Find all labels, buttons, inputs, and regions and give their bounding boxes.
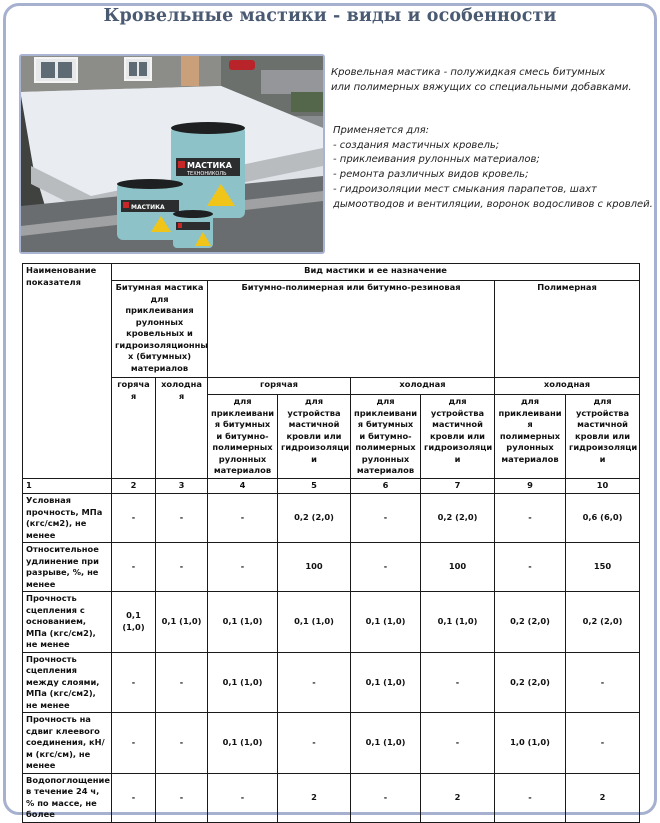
table-cell: - bbox=[421, 652, 495, 713]
table-cell: - bbox=[351, 494, 421, 543]
table-cell: - bbox=[112, 713, 156, 774]
description-line: или полимерных вяжущих со специальными добавками. bbox=[331, 81, 632, 93]
table-cell: - bbox=[112, 773, 156, 822]
table-cell: - bbox=[112, 652, 156, 713]
svg-text:МАСТИКА: МАСТИКА bbox=[131, 204, 165, 211]
table-cell: 1,0 (1,0) bbox=[495, 713, 566, 774]
table-cell: - bbox=[112, 494, 156, 543]
header-purpose-col9: для приклеивани я полимерных рулонных материалов bbox=[495, 395, 566, 479]
row-indicator: Относительное удлинение при разрыве, %, не менее bbox=[23, 543, 112, 592]
table-cell: 100 bbox=[421, 543, 495, 592]
column-number: 2 bbox=[112, 479, 156, 494]
table-row bbox=[23, 592, 640, 653]
table-cell: - bbox=[421, 713, 495, 774]
table-cell: - bbox=[156, 494, 208, 543]
header-purpose-col6: для приклеивани я битумных и битумно-полимерных рулонных материалов bbox=[351, 395, 421, 479]
table-cell: 100 bbox=[278, 543, 351, 592]
table-row bbox=[23, 543, 640, 592]
table-cell: - bbox=[495, 543, 566, 592]
usage-item-continuation: дымоотводов и вентиляции, воронок водосливов с кровлей. bbox=[333, 198, 653, 210]
mastic-spec-table bbox=[22, 263, 640, 823]
svg-text:ТЕХНОНИКОЛЬ: ТЕХНОНИКОЛЬ bbox=[187, 171, 227, 177]
table-cell: - bbox=[156, 543, 208, 592]
column-number: 1 bbox=[23, 479, 112, 494]
usage-list bbox=[333, 124, 658, 212]
header-group-bitumen-polymer: Битумно-полимерная или битумно-резиновая bbox=[208, 281, 495, 378]
table-cell: 2 bbox=[421, 773, 495, 822]
header-group-bitumen: Битумная мастика для приклеивания рулонных кровельных и гидроизоляционны х (битумных) материалов bbox=[112, 281, 208, 378]
description-line: Кровельная мастика - полужидкая смесь битумных bbox=[331, 67, 606, 78]
column-number-row bbox=[23, 479, 640, 494]
table-cell: - bbox=[278, 713, 351, 774]
table-cell: 0,2 (2,0) bbox=[495, 652, 566, 713]
table-cell: 0,1 (1,0) bbox=[208, 713, 278, 774]
row-indicator: Условная прочность, МПа (кгс/см2), не менее bbox=[23, 494, 112, 543]
header-bitumen-hot: горяча я bbox=[112, 378, 156, 479]
table-cell: 0,1 (1,0) bbox=[351, 652, 421, 713]
row-indicator: Прочность сцепления между слоями, МПа (кгс/см2), не менее bbox=[23, 652, 112, 713]
roof-photo-illustration bbox=[21, 56, 323, 252]
table-cell: - bbox=[495, 773, 566, 822]
table-cell: - bbox=[156, 773, 208, 822]
table-row bbox=[23, 773, 640, 822]
table-row bbox=[23, 652, 640, 713]
table-cell: 0,2 (2,0) bbox=[278, 494, 351, 543]
header-purpose-col4: для приклеивани я битумных и битумно-полимерных рулонных материалов bbox=[208, 395, 278, 479]
table-cell: 0,1 (1,0) bbox=[208, 652, 278, 713]
column-number: 3 bbox=[156, 479, 208, 494]
header-type-purpose: Вид мастики и ее назначение bbox=[112, 264, 640, 281]
usage-item: - гидроизоляции мест смыкания парапетов, шахт bbox=[333, 183, 597, 195]
table-cell: - bbox=[566, 652, 640, 713]
row-indicator: Водопоглощение в течение 24 ч, % по массе, не более bbox=[23, 773, 112, 822]
usage-item: - приклеивания рулонных материалов; bbox=[333, 154, 540, 166]
table-cell: 0,1 (1,0) bbox=[351, 713, 421, 774]
table-cell: 0,1 (1,0) bbox=[112, 592, 156, 653]
header-group-polymer: Полимерная bbox=[495, 281, 640, 378]
column-number: 6 bbox=[351, 479, 421, 494]
column-number: 9 bbox=[495, 479, 566, 494]
table-cell: 0,2 (2,0) bbox=[495, 592, 566, 653]
table-cell: 0,1 (1,0) bbox=[351, 592, 421, 653]
mastic-description bbox=[331, 66, 656, 95]
table-cell: - bbox=[208, 773, 278, 822]
table-cell: 0,1 (1,0) bbox=[208, 592, 278, 653]
header-bp-hot: горячая bbox=[208, 378, 351, 395]
header-bitumen-cold: холодна я bbox=[156, 378, 208, 479]
usage-item: - ремонта различных видов кровель; bbox=[333, 169, 529, 181]
table-cell: 150 bbox=[566, 543, 640, 592]
table-cell: 0,2 (2,0) bbox=[566, 592, 640, 653]
row-indicator: Прочность сцепления с основанием, МПа (кгс/см2), не менее bbox=[23, 592, 112, 653]
header-purpose-col10: для устройства мастичной кровли или гидроизоляци и bbox=[566, 395, 640, 479]
header-bp-cold: холодная bbox=[351, 378, 495, 395]
table-cell: - bbox=[351, 773, 421, 822]
table-cell: 2 bbox=[566, 773, 640, 822]
header-poly-cold: холодная bbox=[495, 378, 640, 395]
header-purpose-col5: для устройства мастичной кровли или гидроизоляци и bbox=[278, 395, 351, 479]
svg-text:МАСТИКА: МАСТИКА bbox=[187, 161, 232, 170]
column-number: 4 bbox=[208, 479, 278, 494]
table-row bbox=[23, 713, 640, 774]
table-cell: - bbox=[208, 543, 278, 592]
column-number: 5 bbox=[278, 479, 351, 494]
table-cell: 0,1 (1,0) bbox=[421, 592, 495, 653]
column-number: 10 bbox=[566, 479, 640, 494]
usage-heading: Применяется для: bbox=[333, 125, 429, 136]
table-cell: - bbox=[112, 543, 156, 592]
table-cell: - bbox=[351, 543, 421, 592]
table-cell: 0,2 (2,0) bbox=[421, 494, 495, 543]
table-cell: 0,1 (1,0) bbox=[278, 592, 351, 653]
table-cell: - bbox=[156, 713, 208, 774]
table-row bbox=[23, 494, 640, 543]
row-indicator: Прочность на сдвиг клеевого соединения, кН/м (кгс/см), не менее bbox=[23, 713, 112, 774]
table-cell: - bbox=[278, 652, 351, 713]
table-cell: - bbox=[156, 652, 208, 713]
usage-item: - создания мастичных кровель; bbox=[333, 139, 500, 151]
table-cell: - bbox=[566, 713, 640, 774]
table-cell: 2 bbox=[278, 773, 351, 822]
table-cell: - bbox=[208, 494, 278, 543]
roof-mastic-photo bbox=[19, 54, 325, 254]
header-indicator-name: Наименование показателя bbox=[23, 264, 112, 479]
header-purpose-col7: для устройства мастичной кровли или гидроизоляци и bbox=[421, 395, 495, 479]
column-number: 7 bbox=[421, 479, 495, 494]
table-cell: - bbox=[495, 494, 566, 543]
table-cell: 0,6 (6,0) bbox=[566, 494, 640, 543]
page-title: Кровельные мастики - виды и особенности bbox=[103, 6, 557, 26]
table-cell: 0,1 (1,0) bbox=[156, 592, 208, 653]
